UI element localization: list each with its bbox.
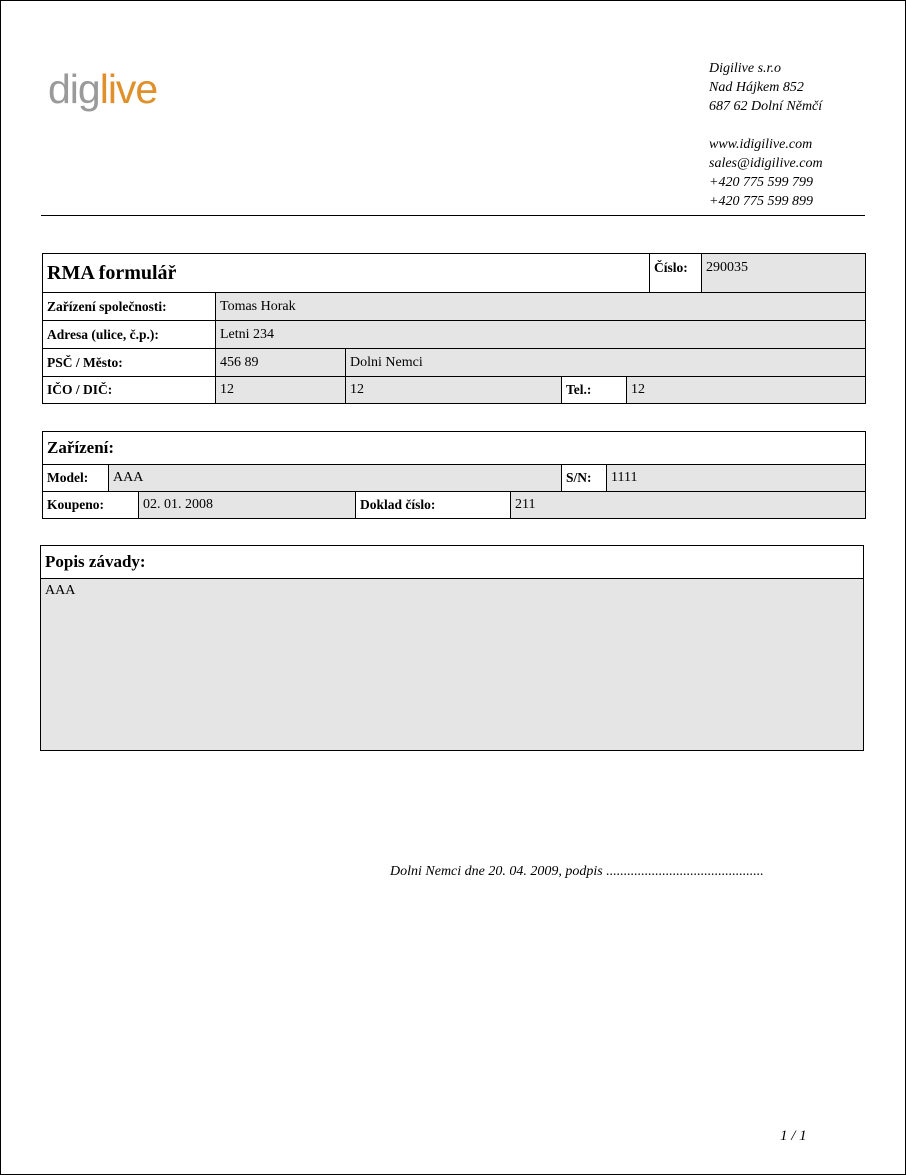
ico-value: 12 — [215, 376, 346, 403]
bought-label: Koupeno: — [43, 491, 139, 518]
logo-part-dig: dig — [48, 66, 100, 112]
signature-line: Dolni Nemci dne 20. 04. 2009, podpis ............................................. — [390, 864, 764, 879]
digilive-logo — [48, 66, 158, 112]
ico-dic-label: IČO / DIČ: — [43, 376, 216, 403]
dic-value: 12 — [345, 376, 562, 403]
model-value: AAA — [108, 464, 562, 492]
zip-city-label: PSČ / Město: — [43, 348, 216, 377]
tel-value: 12 — [626, 376, 865, 403]
sn-value: 1111 — [606, 464, 865, 492]
tel-label: Tel.: — [561, 376, 627, 403]
device-table — [42, 431, 866, 519]
header-divider — [41, 215, 865, 216]
device-heading: Zařízení: — [47, 438, 115, 457]
fault-heading: Popis závady: — [45, 552, 146, 571]
company-name: Digilive s.r.o — [709, 61, 781, 76]
fault-text: AAA — [41, 578, 863, 750]
logo-part-live: live — [99, 66, 158, 112]
number-label: Číslo: — [649, 254, 702, 293]
form-number-value: 290035 — [701, 254, 865, 293]
page-number: 1 / 1 — [780, 1128, 807, 1144]
receipt-label: Doklad číslo: — [355, 491, 511, 518]
company-web: www.idigilive.com — [709, 137, 813, 152]
address-label: Adresa (ulice, č.p.): — [43, 320, 216, 349]
company-phone-2: +420 775 599 899 — [709, 194, 813, 209]
address-value: Letni 234 — [215, 320, 865, 349]
company-address-block — [709, 59, 823, 211]
receipt-value: 211 — [510, 491, 865, 518]
city-value: Dolni Nemci — [345, 348, 865, 377]
company-label: Zařízení společnosti: — [43, 292, 216, 321]
form-title: RMA formulář — [47, 262, 177, 284]
fault-description-table — [40, 545, 864, 751]
spacer — [709, 116, 823, 135]
bought-value: 02. 01. 2008 — [138, 491, 356, 518]
model-label: Model: — [43, 464, 109, 492]
company-city: 687 62 Dolní Němčí — [709, 99, 823, 114]
company-value: Tomas Horak — [215, 292, 865, 321]
company-email: sales@idigilive.com — [709, 156, 823, 171]
zip-value: 456 89 — [215, 348, 346, 377]
sn-label: S/N: — [561, 464, 607, 492]
company-phone-1: +420 775 599 799 — [709, 175, 813, 190]
rma-form-table — [42, 253, 866, 404]
company-street: Nad Hájkem 852 — [709, 80, 804, 95]
